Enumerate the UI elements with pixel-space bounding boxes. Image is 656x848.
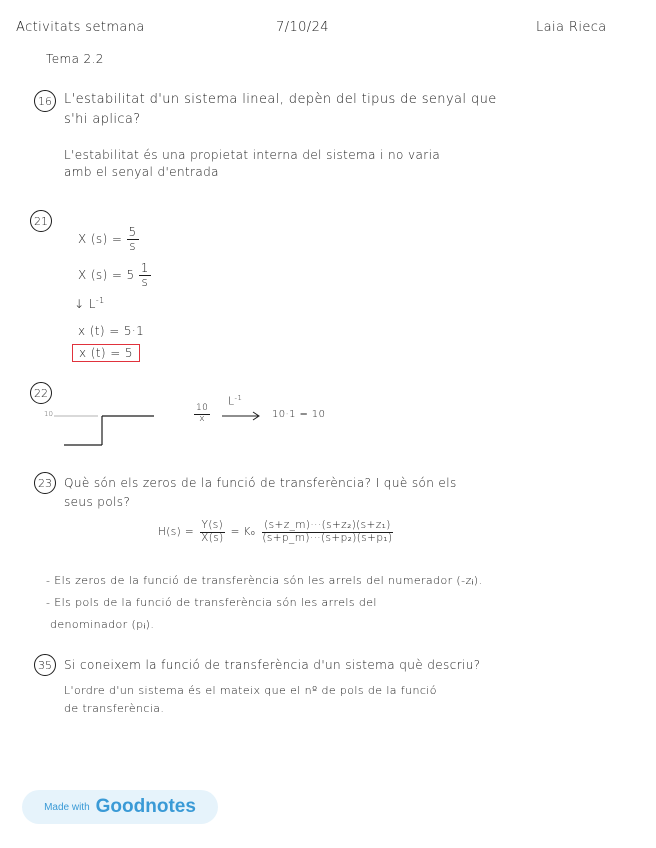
question-number-16: 16 — [34, 90, 56, 112]
q35-answer-line2: de transferència. — [64, 702, 165, 715]
made-with-label: Made with — [44, 801, 90, 813]
q23-answer-line1: - Els zeros de la funció de transferència són les arrels del numerador (-zᵢ). — [46, 574, 483, 587]
q23-answer-line3: denominador (pᵢ). — [50, 618, 155, 631]
q23-question-line2: seus pols? — [64, 495, 131, 509]
question-number-22: 22 — [30, 382, 52, 404]
q21-eq-line2: X (s) = 5 $\frac{1}{s}$ — [78, 261, 149, 290]
tf-denominator: (s+p_m)···(s+p₂)(s+p₁) — [262, 531, 393, 544]
q35-question: Si coneixem la funció de transferència d'un sistema què descriu? — [64, 658, 481, 672]
q22-frac-num: 10 — [196, 403, 209, 413]
q21-inverse-transform: ↓ $L^{-1}$ — [74, 296, 105, 311]
q21-frac2-den: s — [141, 275, 149, 290]
q21-eq-line3: x (t) = 5·1 — [78, 324, 145, 338]
q22-frac-den: x — [199, 413, 205, 424]
q21-frac2-num: 1 — [140, 261, 149, 275]
q22-result: 10·1 = 10 — [272, 409, 326, 420]
topic-label: Tema 2.2 — [46, 52, 104, 66]
q21-eq-line1: X (s) = $\frac{5}{s}$ — [78, 225, 137, 254]
transfer-function-formula — [158, 520, 395, 544]
q16-answer-line2: amb el senyal d'entrada — [64, 165, 219, 179]
header-date: 7/10/24 — [276, 20, 329, 35]
header-author: Laia Rieca — [536, 20, 607, 35]
q23-answer-line2: - Els pols de la funció de transferència són les arrels del — [46, 596, 377, 609]
made-with-goodnotes-badge[interactable] — [22, 790, 218, 824]
q35-answer-line1: L'ordre d'un sistema és el mateix que el nº de pols de la funció — [64, 684, 437, 697]
q16-answer-line1: L'estabilitat és una propietat interna del sistema i no varia — [64, 148, 441, 162]
tf-input: X(s) — [201, 531, 224, 544]
q21-result-box: x (t) = 5 — [72, 344, 140, 362]
q22-inverse-label: $L^{-1}$ — [228, 394, 243, 408]
question-number-21: 21 — [30, 210, 52, 232]
header-title: Activitats setmana — [16, 20, 145, 35]
q21-frac1-num: 5 — [128, 225, 137, 239]
tf-lhs: H(s) = — [158, 526, 195, 539]
down-arrow-icon: ↓ — [74, 297, 85, 311]
question-number-35: 35 — [34, 654, 56, 676]
q21-frac1-den: s — [129, 239, 136, 254]
q16-question-line1: L'estabilitat d'un sistema lineal, depèn del tipus de senyal que — [64, 92, 497, 107]
q22-fraction — [194, 404, 210, 425]
q22-axis-label: 10 — [44, 410, 53, 418]
goodnotes-logo: Goodnotes — [95, 796, 196, 817]
question-number-23: 23 — [34, 472, 56, 494]
tf-numerator: (s+z_m)···(s+z₂)(s+z₁) — [264, 519, 391, 531]
q23-question-line1: Què són els zeros de la funció de transferència? I què són els — [64, 476, 457, 490]
q16-question-line2: s'hi aplica? — [64, 112, 141, 127]
right-arrow-icon — [220, 410, 264, 422]
step-signal-graph — [36, 405, 166, 451]
tf-output: Y(s) — [201, 519, 224, 531]
tf-gain: = K₀ — [230, 526, 256, 539]
